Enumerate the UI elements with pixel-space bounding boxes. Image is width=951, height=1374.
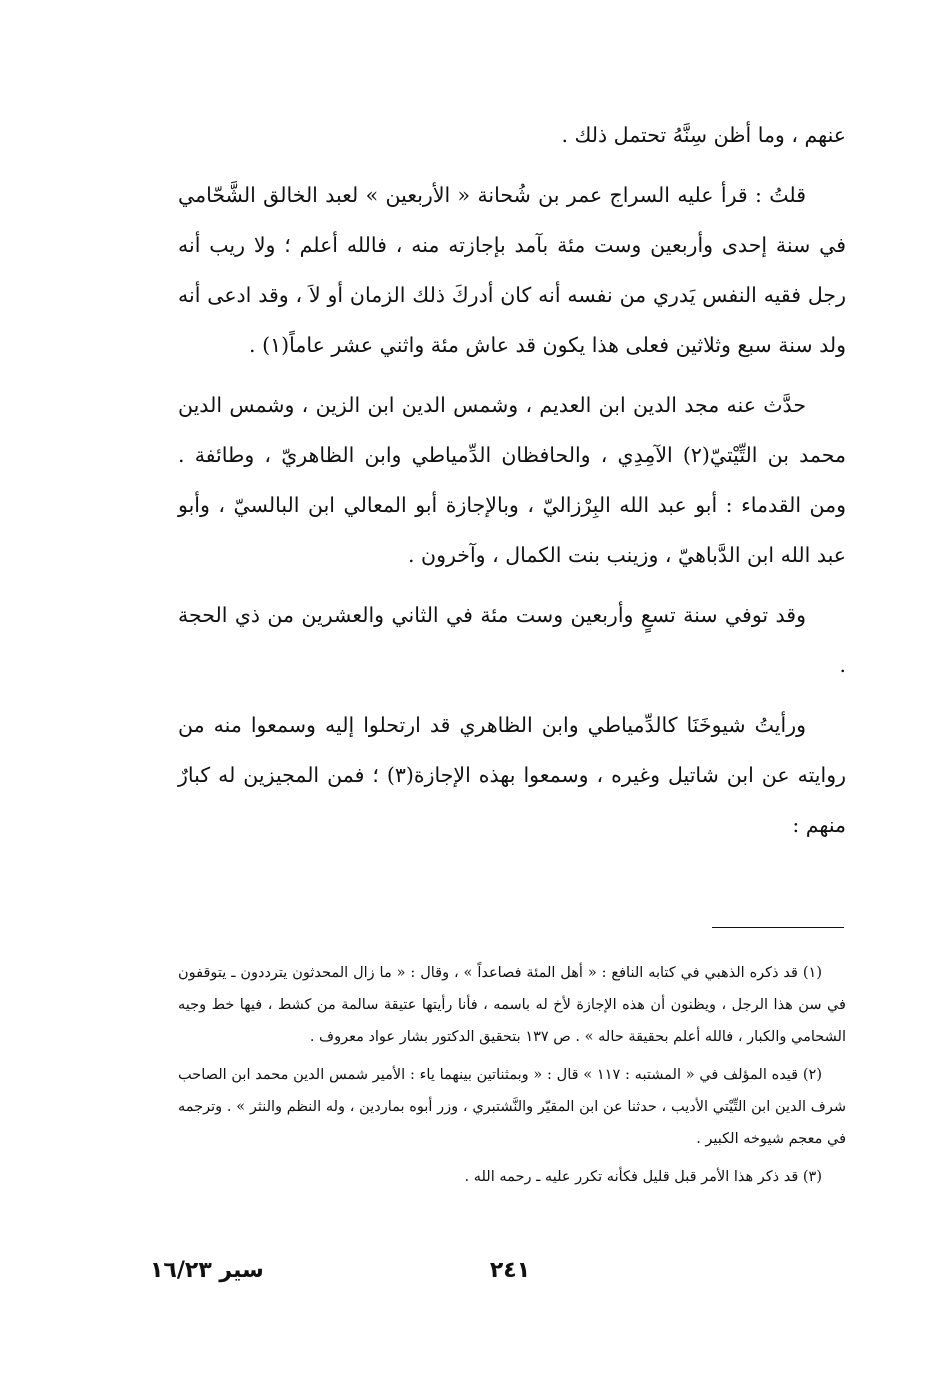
paragraph-shuyukh: ورأيتُ شيوخَنَا كالدِّمياطي وابن الظاهري قد ارتحلوا إليه وسمعوا منه من روايته عن ابن شاتيل وغيره ، وسمعوا بهذه الإجازة(٣) ؛ فمن المجيزين له كبارٌ منهم :	[178, 713, 846, 837]
footnote-1: (١) قد ذكره الذهبي في كتابه النافع : « أهل المئة فصاعداً » ، وقال : « ما زال المحدثون يترددون ـ يتوقفون في سن هذا الرجل ، ويظنون أن هذه الإجازة لأخ له باسمه ، فأنا رأيتها عتيقة سالمة من كشط ، فيها خط وجيه الشحامي والكبار ، فالله أعلم بحقيقة حاله » . ص ١٣٧ بتحقيق الدكتور بشار عواد معروف .	[178, 965, 846, 1045]
main-text	[178, 110, 846, 850]
paragraph-narrators: حدَّث عنه مجد الدين ابن العديم ، وشمس الدين ابن الزين ، وشمس الدين محمد بن التِّيْتيّ(٢) الآمِدِي ، والحافظان الدِّمياطي وابن الظاهريّ ، وطائفة . ومن القدماء : أبو عبد الله البِرْزاليّ ، وبالإجازة أبو المعالي ابن البالسيّ ، وأبو عبد الله ابن الدَّباهيّ ، وزينب بنت الكمال ، وآخرون .	[178, 393, 846, 567]
page-number: ٢٤١	[489, 1258, 531, 1283]
footnote-divider	[712, 927, 844, 928]
footnotes	[178, 957, 846, 1193]
signature-mark: سير ١٦/٢٣	[150, 1258, 264, 1283]
paragraph-note: قلتُ : قرأ عليه السراج عمر بن شُحانة « الأربعين » لعبد الخالق الشَّحّامي في سنة إحدى وأربعين وست مئة بآمد بإجازته منه ، فالله أعلم ؛ ولا ريب أنه رجل فقيه النفس يَدري من نفسه أنه كان أدركَ ذلك الزمان أو لاَ ، وقد ادعى أنه ولد سنة سبع وثلاثين فعلى هذا يكون قد عاش مئة واثني عشر عاماً(١) .	[178, 183, 846, 357]
paragraph-death: وقد توفي سنة تسعٍ وأربعين وست مئة في الثاني والعشرين من ذي الحجة .	[178, 603, 846, 677]
footnote-2: (٢) قيده المؤلف في « المشتبه : ١١٧ » قال : « وبمثناتين بينهما ياء : الأمير شمس الدين محمد ابن الصاحب شرف الدين ابن التِّيْتي الأديب ، حدثنا عن ابن المقيّر والنَّشتبري ، وزر أبوه بماردين ، وله النظم والنثر » . وترجمه في معجم شيوخه الكبير .	[178, 1067, 846, 1147]
paragraph-continuation: عنهم ، وما أظن سِنَّهُ تحتمل ذلك .	[561, 123, 846, 147]
footnote-3: (٣) قد ذكر هذا الأمر قبل قليل فكأنه تكرر عليه ـ رحمه الله .	[464, 1169, 822, 1185]
